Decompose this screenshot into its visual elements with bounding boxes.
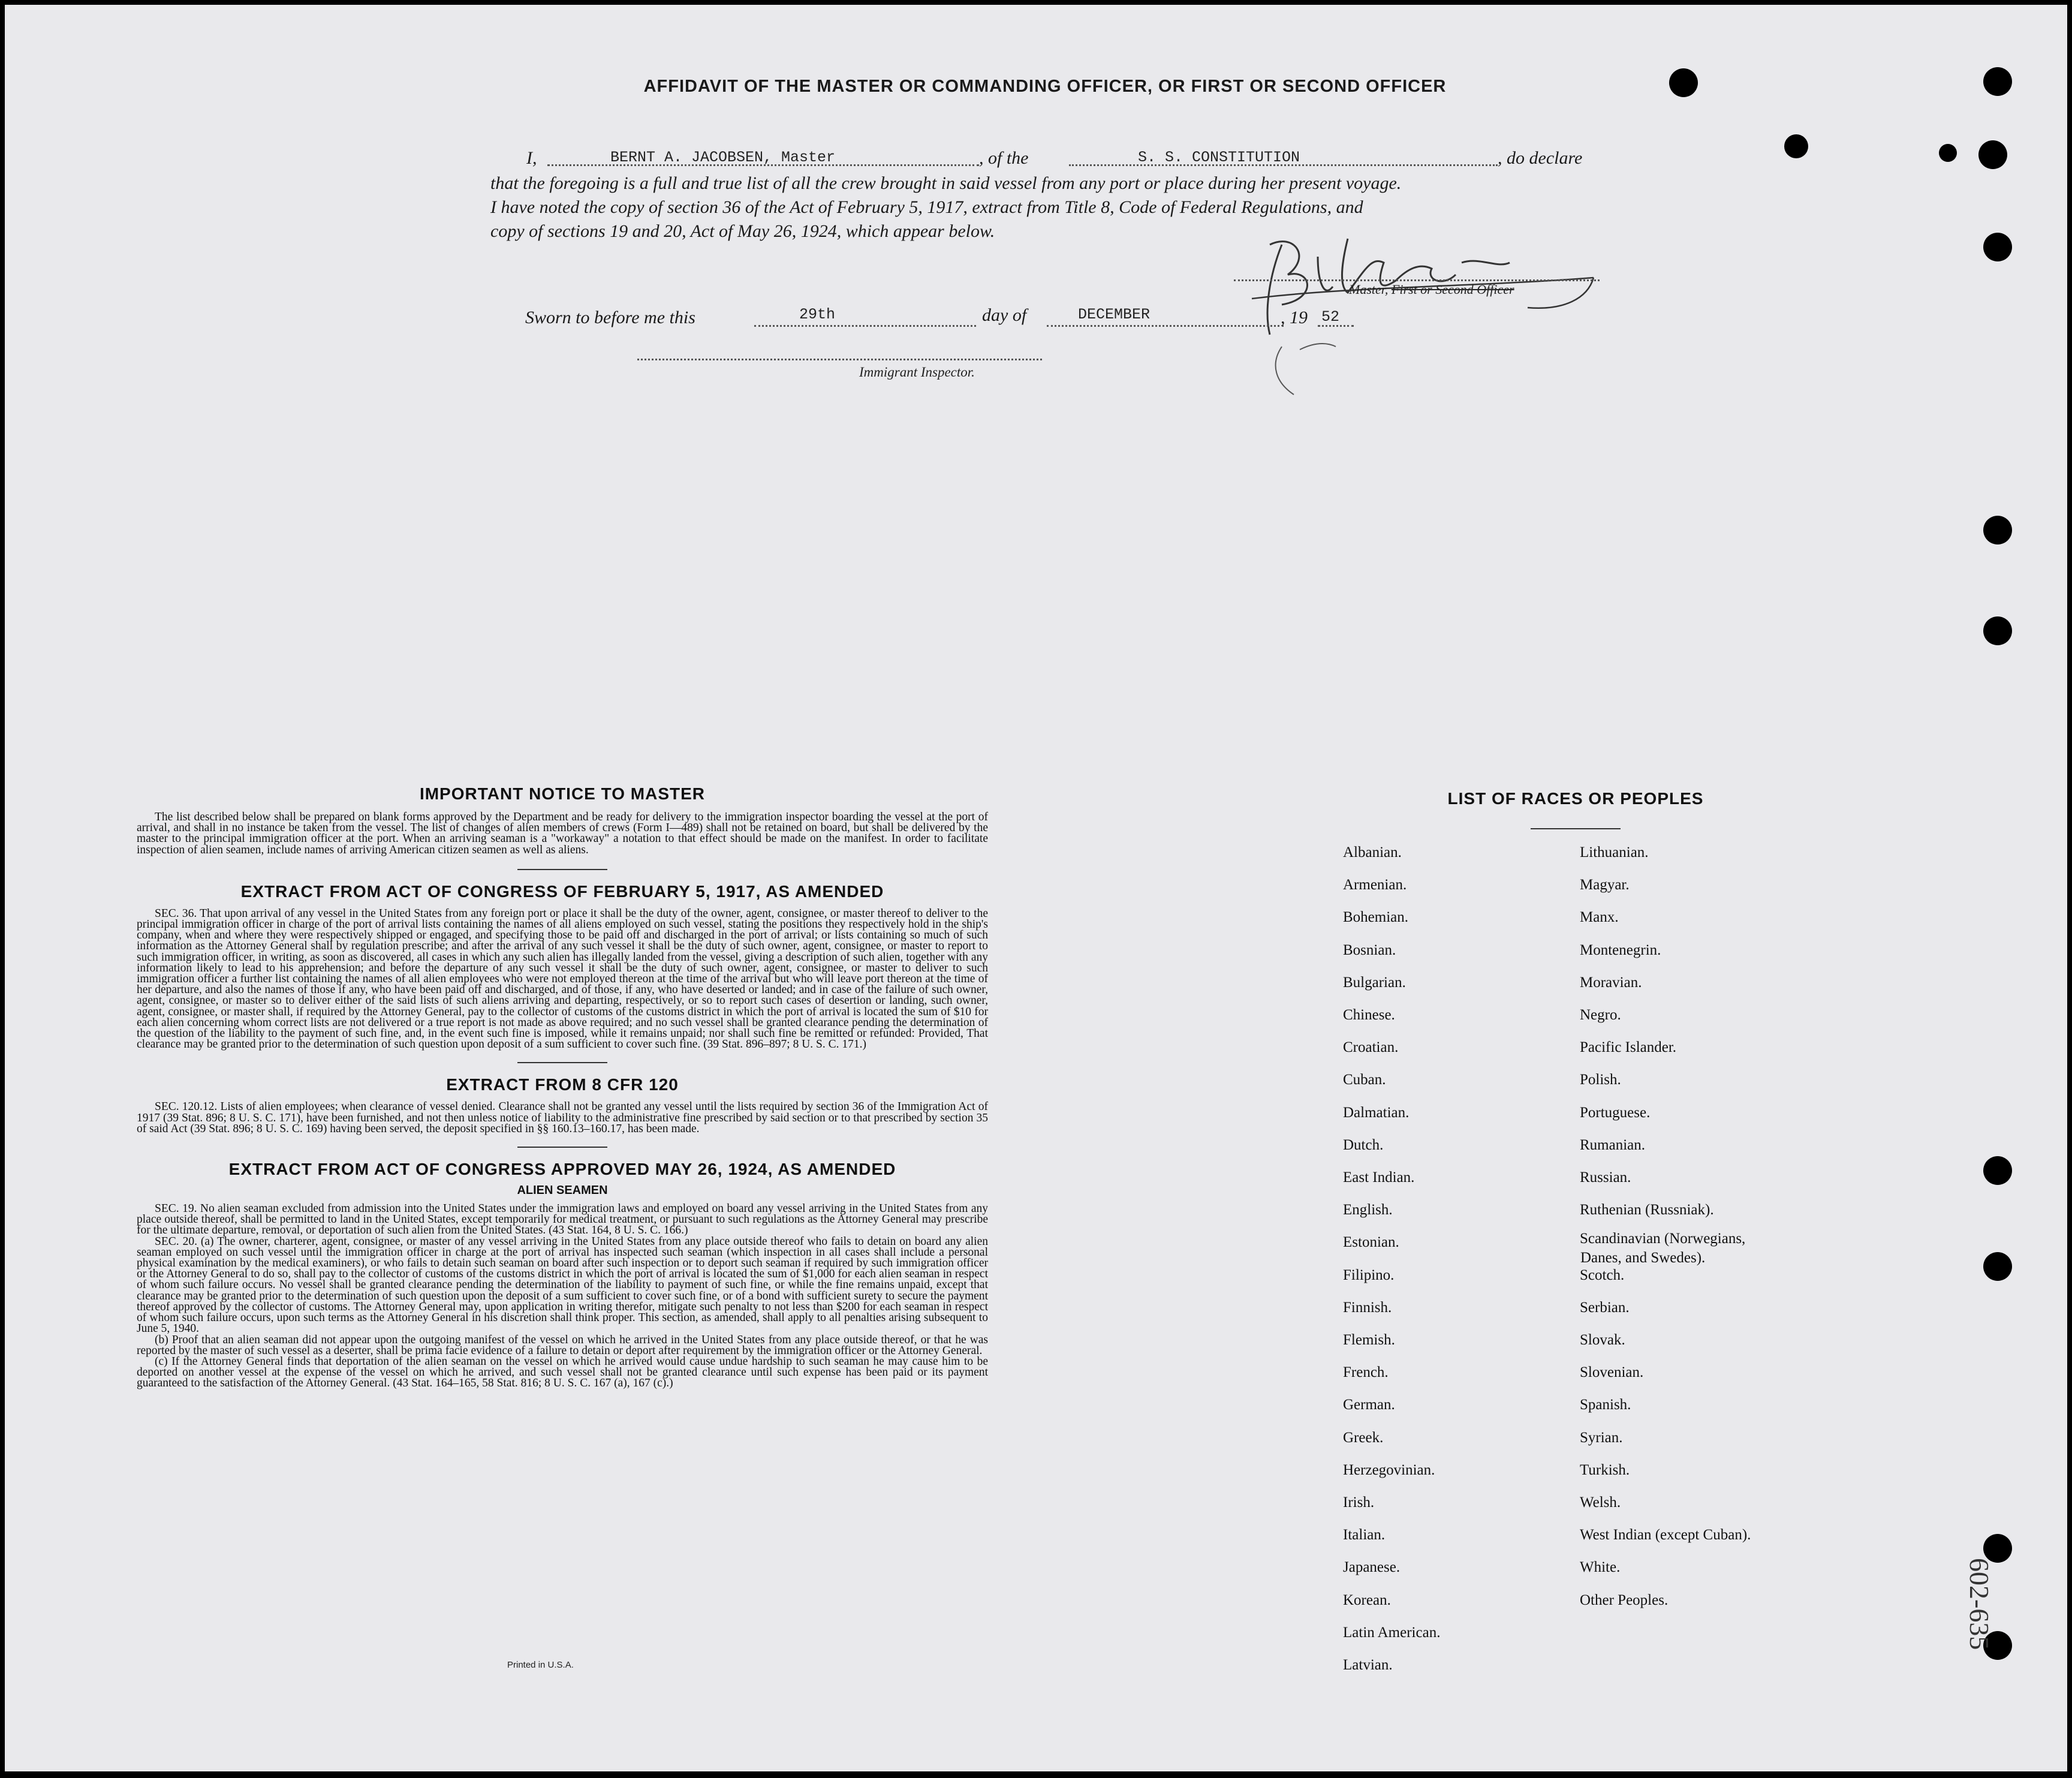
race-item: Korean. <box>1343 1592 1391 1608</box>
race-item: Serbian. <box>1580 1299 1630 1316</box>
race-item: Syrian. <box>1580 1429 1623 1446</box>
race-item: Ruthenian (Russniak). <box>1580 1202 1714 1219</box>
signature-caption: Master, First or Second Officer <box>1349 282 1514 297</box>
i-label: I, <box>526 148 537 168</box>
race-item: Chinese. <box>1343 1007 1395 1023</box>
race-item: Dutch. <box>1343 1136 1384 1153</box>
extract-1924-sec19: SEC. 19. No alien seaman excluded from admission into the United States under the immigration laws and employed on board any vessel arriving in the United States from any place outside thereof, shall be permitted to land in the United States, except temporarily for medical treatment, or pursuant to such regulations as the Attorney General may prescribe for the ultimate departure, removal, or deportation of such alien from the United States. (43 Stat. 164, 8 U. S. C. 166.) <box>137 1202 988 1237</box>
punch-hole <box>1939 144 1957 162</box>
punch-hole <box>1978 140 2007 169</box>
notice-body: The list described below shall be prepared on blank forms approved by the Department and be ready for delivery to the immigration inspector boarding the vessel at the port of arrival, and shall in no instance be taken from the vessel. The list of changes of alien members of crews (Form I—489) shall not be retained on board, but shall be delivered by the master to the principal immigration officer at the port. When an arriving seaman is a "workaway" a notation to that effect should be made on the manifest. In order to facilitate inspection of alien seamen, include names of arriving American citizen seamen as well as aliens. <box>137 811 988 856</box>
race-item: Scotch. <box>1580 1266 1625 1283</box>
do-declare-label: , do declare <box>1498 148 1583 168</box>
race-item: Greek. <box>1343 1429 1384 1446</box>
race-item: Russian. <box>1580 1169 1631 1186</box>
sworn-label: Sworn to before me this <box>525 308 695 327</box>
races-title: LIST OF RACES OR PEOPLES <box>1447 789 1704 808</box>
race-item: Cuban. <box>1343 1072 1386 1088</box>
race-item: Manx. <box>1580 909 1619 926</box>
race-item: Lithuanian. <box>1580 844 1649 861</box>
race-item: German. <box>1343 1397 1395 1413</box>
punch-hole <box>1784 134 1808 158</box>
divider <box>1531 828 1621 829</box>
race-item: Negro. <box>1580 1007 1621 1023</box>
extract-cfr-section: SEC. 120.12. Lists of alien employees; when clearance of vessel denied. Clearance shall not be granted any vessel until the lists required by section 36 of the Immigration Act of 1917 (39 Stat. 896; 8 U. S. C. 171), have been furnished, and not then unless notice of liability to the administrative fine prescribed by said section or to that prescribed by section 35 of said Act (39 Stat. 896; 8 U. S. C. 169) having been served, the deposit specified in §§ 160.13–160.17, has been made. <box>137 1100 988 1135</box>
race-item: Portuguese. <box>1580 1104 1651 1121</box>
race-item: Slovenian. <box>1580 1364 1644 1381</box>
race-item: Armenian. <box>1343 877 1407 893</box>
declaration-line-2: that the foregoing is a full and true list of all the crew brought in said vessel from any port or place during her present voyage. <box>490 173 1402 193</box>
divider <box>517 1062 607 1063</box>
punch-hole <box>1983 67 2012 96</box>
punch-hole <box>1983 1156 2012 1185</box>
race-item: Moravian. <box>1580 974 1642 991</box>
race-item: Filipino. <box>1343 1266 1395 1283</box>
year-prefix: , 19 <box>1281 308 1308 327</box>
race-item: Other Peoples. <box>1580 1592 1669 1608</box>
race-item: West Indian (except Cuban). <box>1580 1527 1751 1544</box>
extract-1924-sec20c: (c) If the Attorney General finds that deportation of the alien seaman on the vessel on which he arrived would cause undue hardship to such seaman he may cause him to be deported on another vessel at the expense of the vessel on which he arrived, and such vessel shall not be granted clearance until such expense has been paid or its payment guaranteed to the satisfaction of the Attorney General. (43 Stat. 164–165, 58 Stat. 816; 8 U. S. C. 167 (a), 167 (c).) <box>137 1355 988 1390</box>
extract-1924-sec20b: (b) Proof that an alien seaman did not appear upon the outgoing manifest of the vessel on which he arrived in the United States from any place outside thereof, or that he was reported by the master of such vessel as a deserter, shall be prima facie evidence of a failure to detain or deport after requirement by the immigration officer or the Attorney General. <box>137 1333 988 1357</box>
extract-1924-sec20a: SEC. 20. (a) The owner, charterer, agent, consignee, or master of any vessel arriving in the United States from any place outside thereof who fails to detain on board any alien seaman employed on such vessel until the immigration officer in charge at the port of arrival has inspected such seaman (which inspection in all cases shall include a personal physical examination by the medical examiners), or who fails to detain such seaman on board after such inspection or to deport such seaman if required by such immigration officer or the Attorney General to do so, shall pay to the collector of customs of the customs district in which the port of arrival is located the sum of $1,000 for each alien seaman in respect of whom such failure occurs. No vessel shall be granted clearance pending the determination of the liability to payment of such fine, or while the fine remains unpaid, except that clearance may be granted prior to the determination of such question upon the deposit of a sum sufficient to cover such fine, or of a bond with sufficient surety to secure the payment thereof approved by the collector of customs. The Attorney General may, upon application in writing therefor, mitigate such penalty to not less than $200 for each seaman in respect of whom such failure occurs, upon such terms as the Attorney General in his discretion shall think proper. This section, as amended, shall apply to all penalties arising subsequent to June 5, 1940. <box>137 1235 988 1335</box>
race-item: Polish. <box>1580 1072 1621 1088</box>
race-item: Italian. <box>1343 1527 1386 1544</box>
printed-in-usa: Printed in U.S.A. <box>507 1660 574 1670</box>
punch-hole <box>1669 68 1698 97</box>
race-item: Rumanian. <box>1580 1136 1646 1153</box>
race-item: Latin American. <box>1343 1624 1441 1641</box>
punch-hole <box>1983 516 2012 544</box>
punch-hole <box>1983 1252 2012 1281</box>
race-item: Herzegovinian. <box>1343 1461 1435 1478</box>
race-item: East Indian. <box>1343 1169 1415 1186</box>
sworn-year-field: 52 <box>1321 308 1340 326</box>
race-item: Magyar. <box>1580 877 1630 893</box>
sworn-month-field: DECEMBER <box>1078 306 1151 323</box>
race-item: Montenegrin. <box>1580 941 1661 958</box>
master-name-field: BERNT A. JACOBSEN, Master <box>610 149 836 166</box>
vessel-name-field: S. S. CONSTITUTION <box>1138 149 1300 166</box>
race-item: Latvian. <box>1343 1657 1393 1673</box>
race-item: Slovak. <box>1580 1332 1625 1348</box>
race-item: Bosnian. <box>1343 941 1396 958</box>
notice-title: IMPORTANT NOTICE TO MASTER <box>419 784 706 803</box>
divider <box>517 1147 607 1148</box>
race-item: White. <box>1580 1559 1621 1576</box>
extract-cfr-title: EXTRACT FROM 8 CFR 120 <box>446 1075 679 1094</box>
notice-column <box>137 784 988 1389</box>
margin-number: 602-635 <box>1964 1558 1995 1650</box>
extract-1917-title: EXTRACT FROM ACT OF CONGRESS OF FEBRUARY 5, 1917, AS AMENDED <box>240 882 884 901</box>
race-item: Croatian. <box>1343 1039 1399 1056</box>
race-item: Bohemian. <box>1343 909 1409 926</box>
race-item: Turkish. <box>1580 1461 1630 1478</box>
affidavit-title: AFFIDAVIT OF THE MASTER OR COMMANDING OFFICER, OR FIRST OR SECOND OFFICER <box>643 77 1447 96</box>
race-item: Finnish. <box>1343 1299 1392 1316</box>
race-item: Albanian. <box>1343 844 1402 861</box>
race-item: Flemish. <box>1343 1332 1395 1348</box>
race-item: Irish. <box>1343 1494 1375 1511</box>
race-item: Bulgarian. <box>1343 974 1406 991</box>
declaration-line-3: I have noted the copy of section 36 of the Act of February 5, 1917, extract from Title 8, Code of Federal Regulations, and <box>490 197 1363 217</box>
race-item: Dalmatian. <box>1343 1104 1410 1121</box>
declaration-line-4: copy of sections 19 and 20, Act of May 26, 1924, which appear below. <box>490 221 995 241</box>
race-item: Danes, and Swedes). <box>1580 1250 1706 1266</box>
inspector-label: Immigrant Inspector. <box>859 365 975 380</box>
extract-1924-title: EXTRACT FROM ACT OF CONGRESS APPROVED MAY 26, 1924, AS AMENDED <box>228 1160 896 1179</box>
race-item: Japanese. <box>1343 1559 1401 1576</box>
of-the-label: , of the <box>979 148 1029 168</box>
extract-1917-sec36: SEC. 36. That upon arrival of any vessel in the United States from any foreign port or place it shall be the duty of the owner, agent, consignee, or master thereof to deliver to the principal immigration officer in charge of the port of arrival lists containing the names of all aliens employed on such vessel, stating the positions they respectively hold in the ship's company, when and where they were respectively shipped or engaged, and specifying those to be paid off and discharged in the port of arrival; or lists containing so much of such information as the Attorney General shall by regulation prescribe; and after the arrival of any such vessel it shall be the duty of such owner, agent, consignee, or master to report to such immigration officer, in writing, as soon as discovered, all cases in which any such alien has illegally landed from the vessel, giving a description of such alien, together with any information likely to lead to his apprehension; and before the departure of any such vessel it shall be the duty of such owner, agent, consignee, or master to deliver to such immigration officer a further list containing the names of all alien employees who were not employed thereon at the time of the arrival but who will leave port thereon at the time of her departure, and also the names of those if any, who have been paid off and discharged, and of those, if any, who have deserted or landed; and in case of the failure of such owner, agent, consignee, or master so to deliver either of the said lists of such aliens arriving and departing, respectively, or so to report such cases of desertion or landing, such owner, agent, consignee, or master shall, if required by the Attorney General, pay to the collector of customs of the customs district in which the port of arrival is located the sum of $10 for each alien concerning whom correct lists are not delivered or a true report is not made as above required; and no such vessel shall be granted clearance pending the determination of the question of the liability to the payment of such fine, and, in the event such fine is imposed, while it remains unpaid; nor shall such fine be remitted or refunded: Provided, That clearance may be granted prior to the determination of such question upon deposit of a sum sufficient to cover such fine. (39 Stat. 896–897; 8 U. S. C. 171.) <box>137 907 988 1051</box>
alien-seamen-subtitle: ALIEN SEAMEN <box>517 1184 608 1198</box>
race-item: Estonian. <box>1343 1234 1399 1251</box>
race-item: Spanish. <box>1580 1397 1631 1413</box>
race-item: Pacific Islander. <box>1580 1039 1677 1056</box>
punch-hole <box>1983 616 2012 645</box>
race-item: Welsh. <box>1580 1494 1621 1511</box>
divider <box>517 869 607 870</box>
punch-hole <box>1983 233 2012 261</box>
sworn-day-field: 29th <box>799 306 836 323</box>
race-item: French. <box>1343 1364 1389 1381</box>
race-item: Scandinavian (Norwegians, <box>1580 1231 1746 1247</box>
document-page <box>5 5 2067 1771</box>
day-of-label: day of <box>982 305 1027 325</box>
race-item: English. <box>1343 1202 1393 1219</box>
